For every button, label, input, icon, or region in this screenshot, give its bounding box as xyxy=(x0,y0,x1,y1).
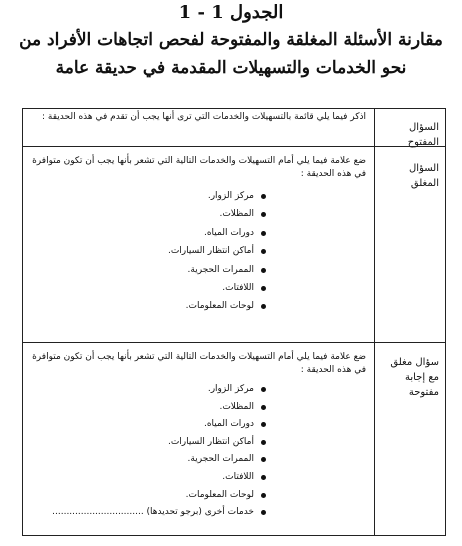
option-text: أماكن انتظار السيارات. xyxy=(167,436,254,447)
option-text: دورات المياه. xyxy=(203,419,254,430)
column-divider xyxy=(374,343,375,535)
list-item xyxy=(29,205,366,223)
option-text: لوحات المعلومات. xyxy=(185,489,254,500)
option-text: اللافتات. xyxy=(222,282,254,293)
list-item xyxy=(29,224,366,242)
column-divider xyxy=(374,147,375,342)
list-item xyxy=(29,451,366,469)
list-item xyxy=(29,434,366,452)
table-row-mixed-question xyxy=(23,342,445,535)
bullet-icon xyxy=(261,405,266,410)
row-label: سؤال مغلق مع إجابة مفتوحة xyxy=(390,357,439,398)
row-content xyxy=(23,147,374,342)
table-number: الجدول 1 - 1 xyxy=(178,2,284,23)
option-text: دورات المياه. xyxy=(203,227,254,238)
bullet-icon xyxy=(261,457,266,462)
list-item xyxy=(29,261,366,279)
question-text: ضع علامة فيما يلي أمام التسهيلات والخدمات التالية التي تشعر بأنها يجب أن تكون متوافرة في هذه الحديقة : xyxy=(32,352,366,375)
list-item xyxy=(29,469,366,487)
list-item xyxy=(29,381,366,399)
table-row-closed-question xyxy=(23,146,445,342)
bullet-icon xyxy=(261,286,266,291)
option-text: خدمات أخرى (برجو تحديدها) ................................ xyxy=(52,507,254,518)
table-title-line-1: مقارنة الأسئلة المغلقة والمفتوحة لفحص اتجاهات الأفراد من xyxy=(19,30,443,50)
list-item xyxy=(29,416,366,434)
question-text: اذكر فيما يلي قائمة بالتسهيلات والخدمات التي ترى أنها يجب أن تقدم في هذه الحديقة : xyxy=(42,112,366,122)
option-text: مركز الزوار. xyxy=(207,384,254,394)
bullet-icon xyxy=(261,475,266,480)
list-item xyxy=(29,187,366,205)
option-text: لوحات المعلومات. xyxy=(185,301,254,312)
bullet-icon xyxy=(261,510,266,515)
table-title-line-2: نحو الخدمات والتسهيلات المقدمة في حديقة عامة xyxy=(55,58,407,78)
row-label: السؤال المغلق xyxy=(409,163,439,189)
bullet-icon xyxy=(261,387,266,392)
row-label: السؤال المفتوح xyxy=(407,122,439,148)
list-item xyxy=(29,297,366,315)
list-item xyxy=(29,487,366,505)
bullet-icon xyxy=(261,440,266,445)
option-text: الممرات الحجرية. xyxy=(187,264,254,275)
option-text: أماكن انتظار السيارات. xyxy=(167,246,254,257)
row-content xyxy=(23,343,374,535)
list-item xyxy=(29,399,366,417)
option-text: المظلات. xyxy=(219,209,254,220)
bullet-icon xyxy=(261,231,266,236)
list-item xyxy=(29,242,366,260)
option-text: الممرات الحجرية. xyxy=(187,454,254,465)
bullet-icon xyxy=(261,249,266,254)
bullet-icon xyxy=(261,194,266,199)
option-text: مركز الزوار. xyxy=(207,191,254,201)
comparison-table xyxy=(22,108,446,536)
bullet-icon xyxy=(261,422,266,427)
bullet-icon xyxy=(261,268,266,273)
options-list xyxy=(29,381,366,522)
row-content xyxy=(23,109,374,146)
bullet-icon xyxy=(261,493,266,498)
bullet-icon xyxy=(261,304,266,309)
question-text: ضع علامة فيما يلي أمام التسهيلات والخدمات التالية التي تشعر بأنها يجب أن تكون متوافرة في هذه الحديقة : xyxy=(32,156,366,179)
list-item xyxy=(29,279,366,297)
bullet-icon xyxy=(261,212,266,217)
options-list xyxy=(29,187,366,316)
list-item xyxy=(29,504,366,522)
table-row-open-question xyxy=(23,109,445,146)
column-divider xyxy=(374,109,375,146)
option-text: المظلات. xyxy=(219,401,254,412)
option-text: اللافتات. xyxy=(222,471,254,482)
